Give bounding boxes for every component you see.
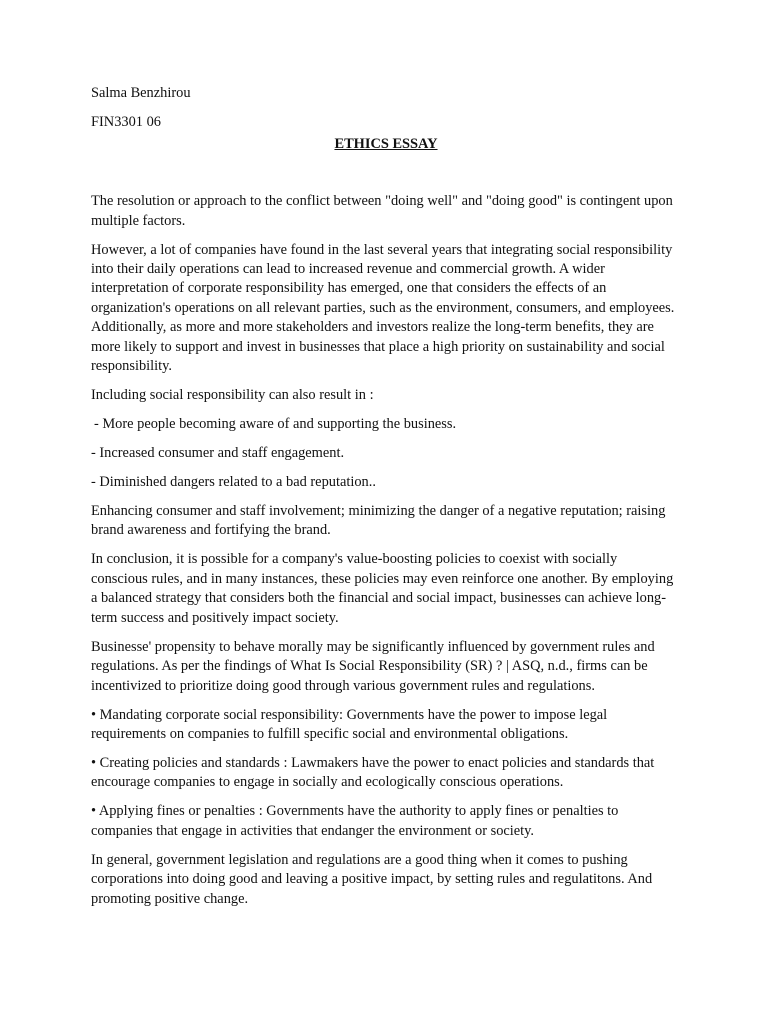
paragraph-government: Businesse' propensity to behave morally may be significantly influenced by government rules and regulations. As per the findings of What Is Social Responsibility (SR) ? | ASQ, n.d., firms can be incentivized to prioritize doing good through various government rules and regulations. [91,638,655,694]
paragraph-list-intro: Including social responsibility can also result in : [91,387,374,404]
paragraph-enhancing: Enhancing consumer and staff involvement; minimizing the danger of a negative reputation; raising brand awareness and fortifying the brand. [91,503,666,539]
bullet-fines: • Applying fines or penalties : Governments have the authority to apply fines or penalties to companies that engage in activities that endanger the environment or society. [91,803,619,839]
paragraph-conclusion: In conclusion, it is possible for a company's value-boosting policies to coexist with socially conscious rules, and in many instances, these policies may even reinforce one another. By employing a balanced strategy that considers both the financial and social impact, businesses can achieve long-term success and positively impact society. [91,551,674,626]
bullet-policies: • Creating policies and standards : Lawmakers have the power to enact policies and standards that encourage companies to engage in socially and ecologically conscious operations. [91,754,655,791]
course-code: FIN3301 06 [91,114,161,131]
paragraph-intro: The resolution or approach to the conflict between "doing well" and "doing good" is contingent upon multiple factors. [91,193,673,229]
author-name: Salma Benzhirou [91,85,191,101]
bullet-mandating: • Mandating corporate social responsibility: Governments have the power to impose legal requirements on companies to fulfill specific social and environmental obligations. [91,706,608,742]
paragraph-csr-benefits: However, a lot of companies have found in the last several years that integrating social responsibility into their daily operations can lead to increased revenue and commercial growth. A wider interpretation of corporate responsibility has emerged, one that considers the effects of an organization's operations on all relevant parties, such as the environment, consumers, and employees. Additionally, as more and more stakeholders and investors realize the long-term benefits, they are more likely to support and invest in businesses that place a high priority on sustainability and social responsibility. [91,241,675,375]
list-item-reputation: - Diminished dangers related to a bad reputation.. [91,474,376,491]
document-body [91,84,677,919]
essay-title: ETHICS ESSAY [334,135,438,152]
list-item-engagement: - Increased consumer and staff engagement. [91,445,345,462]
list-item-awareness: - More people becoming aware of and supporting the business. [94,416,457,433]
paragraph-final: In general, government legislation and regulations are a good thing when it comes to pushing corporations into doing good and leaving a positive impact, by setting rules and regulatitons. And promoting positive change. [91,851,653,907]
